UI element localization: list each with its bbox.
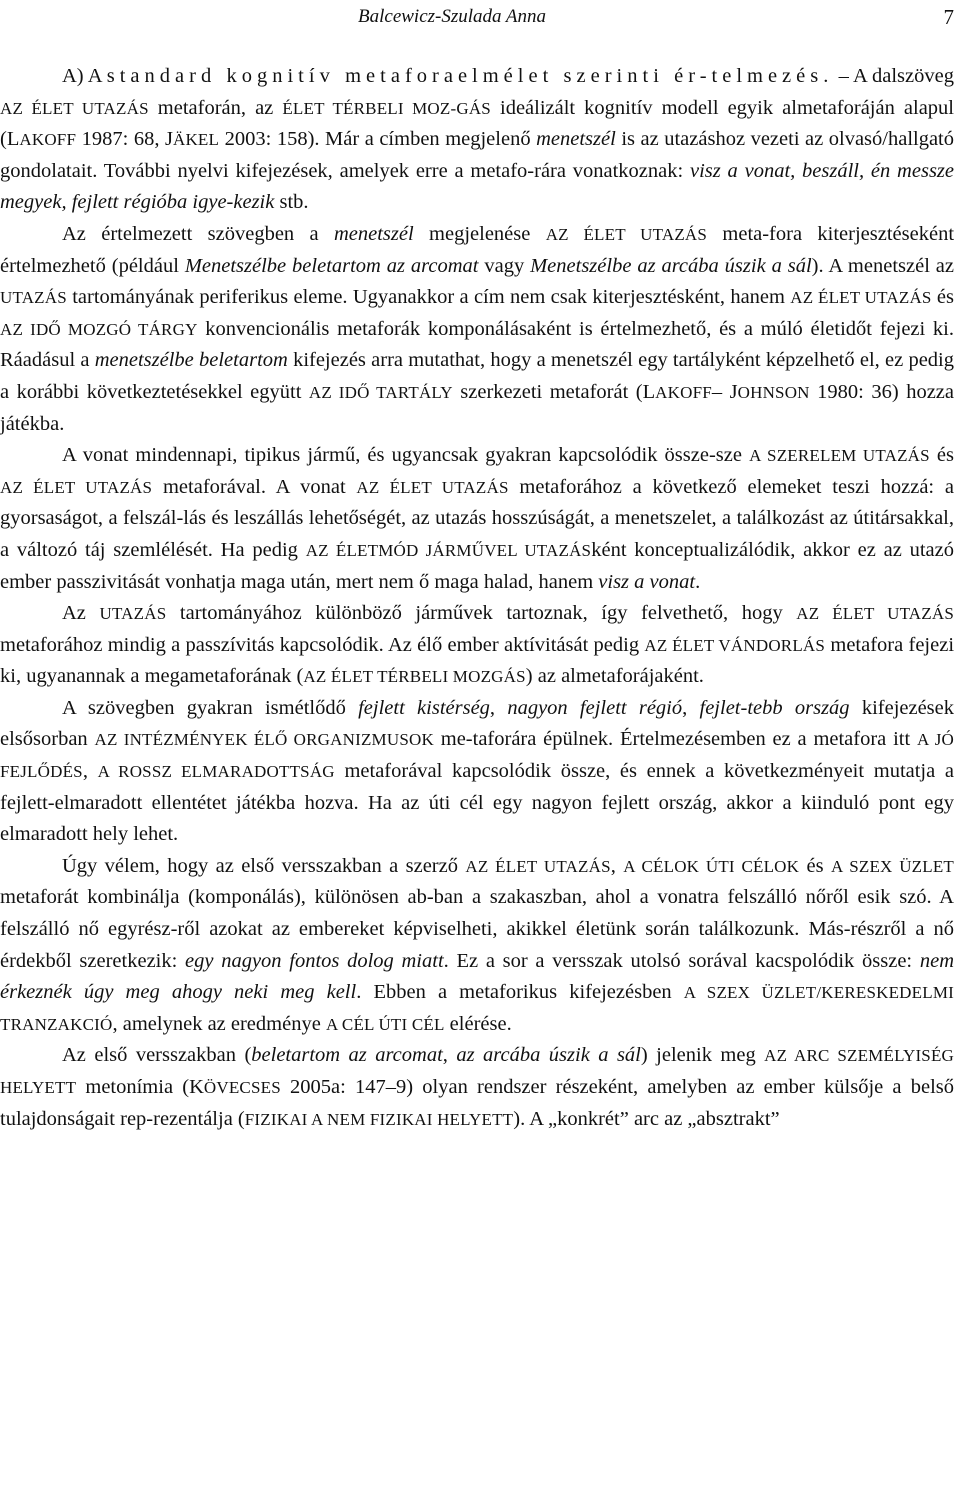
text-run: vagy — [478, 254, 531, 277]
text-run: metonímia (K — [76, 1076, 204, 1098]
smallcaps-run: AZ IDŐ TARTÁLY — [308, 382, 453, 402]
text-run: megjelenése — [413, 222, 546, 245]
paragraph — [0, 61, 954, 219]
smallcaps-run: AZ ÉLET VÁNDORLÁS — [644, 635, 826, 655]
running-header — [0, 2, 954, 32]
text-run: ) jelenik meg — [640, 1044, 765, 1067]
text-run: tartományához különböző járművek tartoznak, így felvethető, hogy — [166, 602, 797, 625]
body-text — [0, 61, 954, 1135]
italic-run: menetszél — [536, 128, 616, 151]
text-run: elérése. — [444, 1012, 512, 1035]
text-run: metaforához a következő elemeket teszi hozzá: a gyorsaságot, a felszál-lás és leszállás lehetőségét, az utazás hosszúságát, a menetszelet, a találkozást az útitársakkal, a változó táj szemlélését. Ha pedig — [0, 475, 955, 561]
text-run: is az utazáshoz vezeti az olvasó/hallgató gondolatait. További nyelvi kifejezések, amelyek erre a metafo-rára vonatkoznak: — [0, 128, 955, 182]
spaced-run: standard kognitív metaforaelmélet szerinti ér-telmezés. — [106, 65, 834, 87]
text-run: ként konceptualizálódik, akkor ez az utazó ember passzivitását vonhatja maga után, mert nem ő maga halad, hanem — [0, 538, 954, 593]
text-run: 2005a: 147–9) olyan rendszer részeként, amelyben az ember külsője a belső tulajdonságait rep-rezentálja ( — [0, 1076, 954, 1130]
italic-run: visz a vonat, beszáll, én messze megyek, fejlett régióba igye-kezik — [0, 159, 954, 214]
text-run: . Ebben a metaforikus kifejezésben — [356, 981, 684, 1004]
text-run: metaforával. A vonat — [152, 475, 357, 498]
text-run: . — [695, 570, 701, 593]
smallcaps-run: A SZEX ÜZLET/KERESKEDELMI TRANZAKCIÓ — [0, 983, 954, 1034]
text-run: 1980: 36) hozza játékba. — [0, 380, 954, 435]
smallcaps-run: AZ ÉLET UTAZÁS — [790, 288, 932, 308]
smallcaps-run: AZ ÉLET UTAZÁS — [0, 98, 149, 118]
text-run: metaforát kombinálja (komponálás), különösen ab-ban a szakaszban, ahol a vonatra felszálló nőről esik szó. A felszálló nő egyrész-ről azokat az embereket képviselheti, akikkel életünk során találkozunk. Más-részről a nő érdekből szeretkezik: — [0, 886, 954, 972]
text-run: ideálizált kognitív modell egyik almetaforáján alapul (L — [0, 96, 954, 151]
page-number: 7 — [943, 5, 954, 29]
italic-run: az arcába úszik a sál — [456, 1044, 641, 1067]
text-run: metafora fejezi ki, ugyanannak a megametaforának ( — [0, 633, 955, 688]
smallcaps-run: ÄKEL — [172, 130, 220, 150]
italic-run: beletartom az arcomat — [251, 1044, 443, 1067]
italic-run: fejlett kistérség — [358, 696, 490, 719]
text-run: és — [799, 854, 831, 877]
text-run: Az értelmezett szövegben a — [62, 222, 334, 245]
text-run: ). A „konkrét” arc az „absztrakt” — [513, 1107, 780, 1130]
text-run: A) A — [62, 65, 107, 87]
text-run: A vonat mindennapi, tipikus jármű, és ugyancsak gyakran kapcsolódik össze-sze — [62, 444, 750, 467]
text-run: ). A menetszél az — [811, 254, 954, 277]
text-run: 1987: 68, J — [76, 128, 173, 151]
smallcaps-run: AKOFF — [655, 382, 712, 402]
paragraph — [0, 693, 954, 851]
text-run: , — [610, 854, 624, 877]
smallcaps-run: A SZERELEM UTAZÁS — [749, 446, 930, 466]
smallcaps-run: AZ ÉLETMÓD JÁRMŰVEL UTAZÁS — [305, 540, 592, 560]
text-run: stb. — [274, 191, 309, 214]
smallcaps-run: OHNSON — [737, 382, 810, 402]
text-run: , — [682, 696, 700, 719]
smallcaps-run: AZ ÉLET UTAZÁS — [356, 477, 509, 497]
smallcaps-run: AZ ÉLET UTAZÁS — [545, 224, 708, 244]
italic-run: fejlet-tebb ország — [699, 696, 850, 719]
header-author: Balcewicz-Szulada Anna — [358, 6, 547, 27]
smallcaps-run: A SZEX ÜZLET — [830, 856, 955, 876]
text-run: és — [931, 286, 954, 309]
text-run: ) az almetaforájaként. — [525, 665, 704, 688]
text-run: . Ez a sor a versszak utolsó sorával kacspolódik össze: — [443, 949, 920, 972]
smallcaps-run: UTAZÁS — [99, 604, 167, 624]
paragraph — [0, 598, 954, 693]
text-run: 2003: 158). Már a címben megjelenő — [219, 128, 537, 151]
text-run: – J — [711, 380, 738, 403]
smallcaps-run: AZ ÉLET TÉRBELI MOZGÁS — [303, 667, 526, 687]
text-run: szerkezeti metaforát (L — [452, 380, 656, 403]
text-run: konvencionális metaforák komponálásaként is értelmezhető, és a múló életidőt fejezi ki. Ráadásul a — [0, 317, 954, 372]
smallcaps-run: A CÉLOK ÚTI CÉLOK — [623, 856, 800, 876]
paragraph — [0, 1040, 954, 1135]
smallcaps-run: ÉLET TÉRBELI MOZ-GÁS — [282, 98, 491, 118]
text-run: A szövegben gyakran ismétlődő — [62, 696, 359, 719]
text-run: me-taforára épülnek. Értelmezésemben ez a metafora itt — [433, 728, 918, 751]
smallcaps-run: UTAZÁS — [0, 288, 67, 308]
italic-run: Menetszélbe az arcába úszik a sál — [530, 254, 812, 277]
smallcaps-run: AZ ÉLET UTAZÁS — [796, 604, 954, 624]
smallcaps-run: A ROSSZ ELMARADOTTSÁG — [97, 762, 335, 782]
smallcaps-run: AZ IDŐ MOZGÓ TÁRGY — [0, 319, 198, 339]
italic-run: egy nagyon fontos dolog miatt — [185, 949, 444, 972]
text-run: – A dalszöveg — [833, 65, 954, 87]
text-run: kifejezések elsősorban — [0, 696, 955, 751]
italic-run: Menetszélbe beletartom az arcomat — [184, 254, 479, 277]
smallcaps-run: AZ ÉLET UTAZÁS — [0, 477, 153, 497]
text-run: kifejezés arra mutathat, hogy a menetszél egy tartályként képzelhető el, ez pedig a korábbi következtetésekkel együtt — [0, 349, 954, 403]
text-run: , — [489, 696, 508, 719]
smallcaps-run: AZ INTÉZMÉNYEK ÉLŐ ORGANIZMUSOK — [94, 730, 434, 750]
smallcaps-run: ÖVECSES — [203, 1078, 281, 1097]
text-run: metaforával kapcsolódik össze, és ennek a következményeit mutatja a fejlett-elmaradott ellentétet játékba hozva. Ha az úti cél egy nagyon fejlett ország, akkor a kiinduló pont egy elmaradott hely lehet. — [0, 760, 954, 846]
text-run: és — [929, 444, 954, 467]
text-run: , amelynek az eredménye — [112, 1012, 326, 1035]
text-run: metaforához mindig a passzívitás kapcsolódik. Az élő ember aktívitását pedig — [0, 633, 645, 656]
text-run: Az első versszakban ( — [62, 1044, 252, 1067]
text-run: meta-fora kiterjesztéseként értelmezhető (például — [0, 222, 955, 277]
italic-run: menetszél — [333, 222, 414, 245]
paragraph — [0, 219, 954, 440]
text-run: metaforán, az — [148, 96, 283, 119]
smallcaps-run: AKOFF — [19, 130, 77, 150]
smallcaps-run: A CÉL ÚTI CÉL — [325, 1014, 445, 1034]
text-run: tartományának periferikus eleme. Ugyanakkor a cím nem csak kiterjesztésként, hanem — [66, 286, 791, 309]
smallcaps-run: FIZIKAI A NEM FIZIKAI HELYETT — [244, 1109, 514, 1129]
italic-run: nagyon fejlett régió — [507, 696, 683, 719]
italic-run: nem érkeznék úgy meg ahogy neki meg kell — [0, 949, 954, 1004]
paragraph — [0, 851, 954, 1041]
text-run: , — [442, 1044, 457, 1067]
text-run: Úgy vélem, hogy az első versszakban a szerző — [62, 854, 466, 877]
italic-run: visz a vonat — [598, 570, 696, 593]
text-run: , — [82, 760, 98, 783]
smallcaps-run: A JÓ FEJLŐDÉS — [0, 730, 954, 782]
text-run: Az — [62, 602, 100, 625]
smallcaps-run: AZ ARC SZEMÉLYISÉG HELYETT — [0, 1046, 955, 1097]
smallcaps-run: AZ ÉLET UTAZÁS — [465, 856, 611, 876]
paragraph — [0, 440, 954, 598]
italic-run: menetszélbe beletartom — [94, 349, 288, 372]
